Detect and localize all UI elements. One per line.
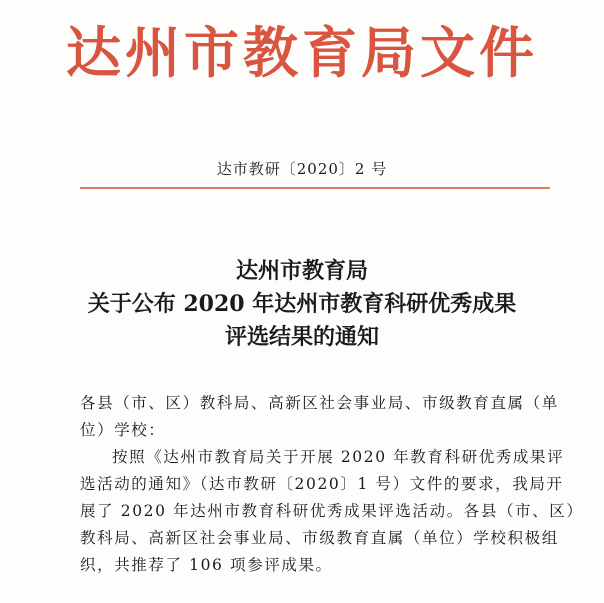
issuer-masthead: 达州市教育局文件 (65, 20, 538, 85)
title-line-3: 评选结果的通知 (224, 324, 379, 350)
title-line-1: 达州市教育局 (235, 258, 368, 284)
notice-body (80, 390, 584, 579)
paragraph-line-4: 教科局、高新区社会事业局、市级教育直属（单位）学校积极组 (80, 529, 559, 547)
paragraph-line-2: 选活动的通知》（达市教研〔2020〕1 号）文件的要求，我局开 (80, 475, 564, 493)
red-divider-line (80, 187, 550, 189)
paragraph-line-5: 织，共推荐了 106 项参评成果。 (80, 556, 333, 574)
salutation-line-1: 各县（市、区）教科局、高新区社会事业局、市级教育直属（单 (80, 394, 559, 412)
paragraph-line-3: 展了 2020 年达州市教育科研优秀成果评选活动。各县（市、区） (80, 502, 584, 520)
document-number: 达市教研〔2020〕2 号 (216, 160, 388, 178)
title-line-2: 关于公布 2020 年达州市教育科研优秀成果 (87, 291, 517, 317)
notice-title (0, 255, 604, 354)
salutation-line-2: 位）学校： (80, 421, 166, 439)
paragraph-line-1: 按照《达州市教育局关于开展 2020 年教育科研优秀成果评 (112, 448, 565, 466)
